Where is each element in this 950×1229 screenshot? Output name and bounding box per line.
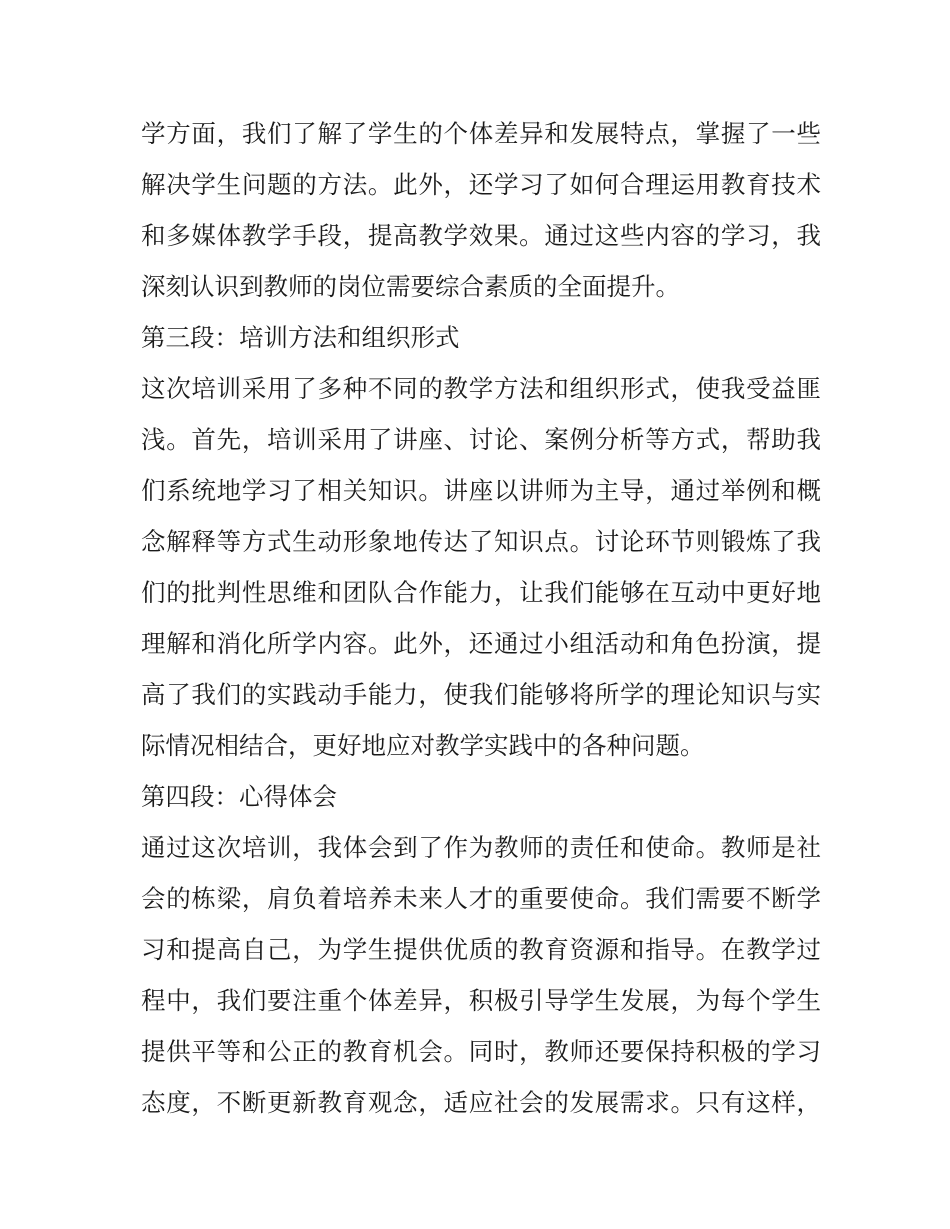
- paragraph-line: 们系统地学习了相关知识。讲座以讲师为主导，通过举例和概: [141, 476, 821, 505]
- paragraph-line: 解决学生问题的方法。此外，还学习了如何合理运用教育技术: [141, 170, 821, 199]
- section-heading-4: 第四段：心得体会: [141, 782, 337, 811]
- paragraph-line: 态度，不断更新教育观念，适应社会的发展需求。只有这样，: [141, 1088, 821, 1117]
- paragraph-line: 提供平等和公正的教育机会。同时，教师还要保持积极的学习: [141, 1037, 821, 1066]
- paragraph-line: 高了我们的实践动手能力，使我们能够将所学的理论知识与实: [141, 680, 821, 709]
- paragraph-line: 会的栋梁，肩负着培养未来人才的重要使命。我们需要不断学: [141, 884, 821, 913]
- document-body: [141, 108, 821, 1128]
- section-heading-3: 第三段：培训方法和组织形式: [141, 323, 460, 352]
- paragraph-line: 通过这次培训，我体会到了作为教师的责任和使命。教师是社: [141, 833, 821, 862]
- paragraph-line: 学方面，我们了解了学生的个体差异和发展特点，掌握了一些: [141, 119, 821, 148]
- paragraph-line: 习和提高自己，为学生提供优质的教育资源和指导。在教学过: [141, 935, 821, 964]
- paragraph-line: 这次培训采用了多种不同的教学方法和组织形式，使我受益匪: [141, 374, 821, 403]
- paragraph-line: 们的批判性思维和团队合作能力，让我们能够在互动中更好地: [141, 578, 821, 607]
- paragraph-line: 浅。首先，培训采用了讲座、讨论、案例分析等方式，帮助我: [141, 425, 821, 454]
- paragraph-line: 深刻认识到教师的岗位需要综合素质的全面提升。: [141, 272, 680, 301]
- paragraph-line: 理解和消化所学内容。此外，还通过小组活动和角色扮演，提: [141, 629, 821, 658]
- paragraph-line: 和多媒体教学手段，提高教学效果。通过这些内容的学习，我: [141, 221, 821, 250]
- paragraph-line: 念解释等方式生动形象地传达了知识点。讨论环节则锻炼了我: [141, 527, 821, 556]
- paragraph-line: 程中，我们要注重个体差异，积极引导学生发展，为每个学生: [141, 986, 821, 1015]
- paragraph-line: 际情况相结合，更好地应对教学实践中的各种问题。: [141, 731, 705, 760]
